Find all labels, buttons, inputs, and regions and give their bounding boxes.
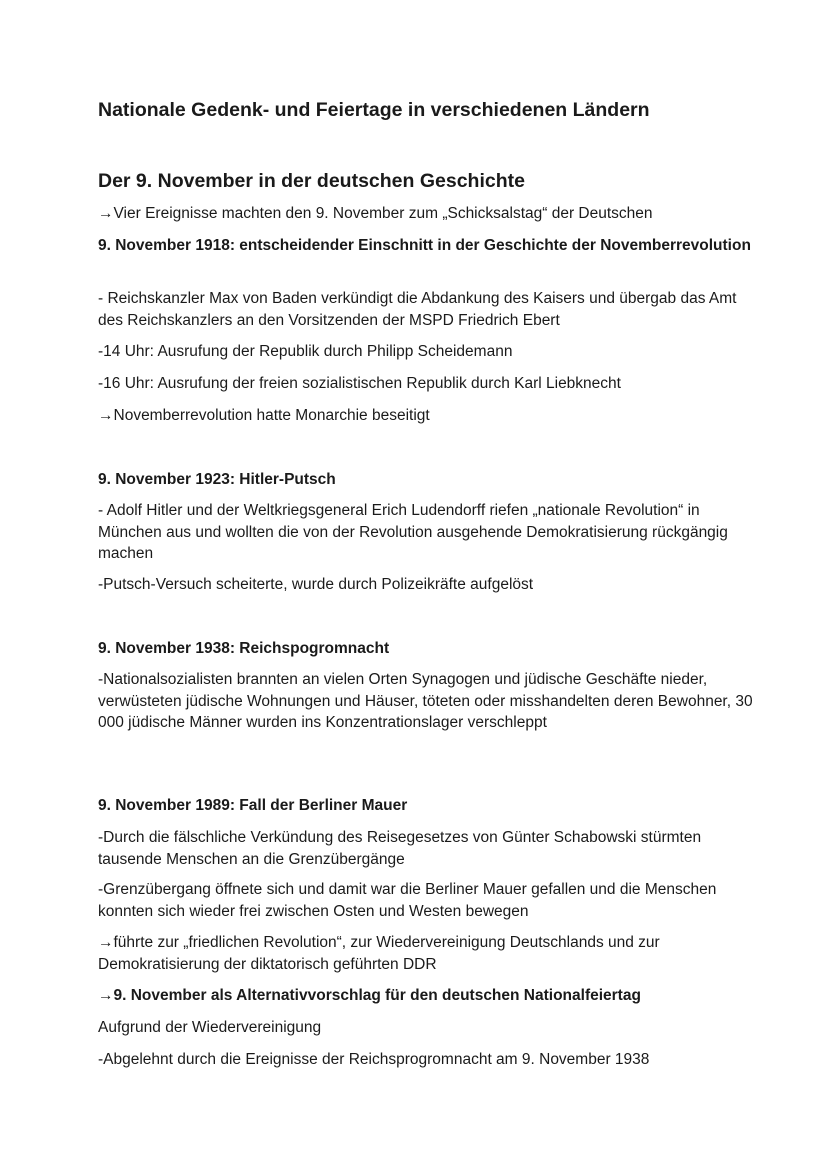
conclusion-point-1: Aufgrund der Wiedervereinigung [98,1019,322,1036]
document-title: Nationale Gedenk- und Feiertage in verschiedenen Ländern [98,99,650,121]
intro-text: →Vier Ereignisse machten den 9. November zum „Schicksalstag“ der Deutschen [98,205,653,222]
event-1938-point-1: -Nationalsozialisten brannten an vielen Orten Synagogen und jüdische Geschäfte nieder, verwüsteten jüdische Wohnungen und Häuser, töteten oder misshandelten deren Bewohner, 30 000 jüdische Männer wurden ins Konzentrationslager verschleppt [98,671,753,731]
event-heading-1938: 9. November 1938: Reichspogromnacht [98,640,390,657]
event-1918-point-4: →Novemberrevolution hatte Monarchie beseitigt [98,407,430,424]
event-1923-point-1: - Adolf Hitler und der Weltkriegsgeneral Erich Ludendorff riefen „nationale Revolution“ in München aus und wollten die von der Revolution ausgehende Demokratisierung rückgängig machen [98,502,728,562]
event-heading-1923: 9. November 1923: Hitler-Putsch [98,471,336,488]
event-heading-1989: 9. November 1989: Fall der Berliner Mauer [98,797,408,814]
event-1918-point-2: -14 Uhr: Ausrufung der Republik durch Philipp Scheidemann [98,343,513,360]
conclusion-heading: →9. November als Alternativvorschlag für den deutschen Nationalfeiertag [98,987,641,1004]
event-1918-point-1: - Reichskanzler Max von Baden verkündigt die Abdankung des Kaisers und übergab das Amt des Reichskanzlers an den Vorsitzenden der MSPD Friedrich Ebert [98,290,737,329]
event-1989-point-1: -Durch die fälschliche Verkündung des Reisegesetzes von Günter Schabowski stürmten tausende Menschen an die Grenzübergänge [98,829,702,868]
event-heading-1918: 9. November 1918: entscheidender Einschnitt in der Geschichte der Novemberrevolution [98,237,751,254]
event-1923-point-2: -Putsch-Versuch scheiterte, wurde durch Polizeikräfte aufgelöst [98,576,534,593]
event-1989-point-2: -Grenzübergang öffnete sich und damit war die Berliner Mauer gefallen und die Menschen konnten sich wieder frei zwischen Osten und Westen bewegen [98,881,717,920]
section-title: Der 9. November in der deutschen Geschichte [98,170,525,192]
conclusion-point-2: -Abgelehnt durch die Ereignisse der Reichsprogromnacht am 9. November 1938 [98,1051,650,1068]
event-1989-point-3: →führte zur „friedlichen Revolution“, zur Wiedervereinigung Deutschlands und zur Demokratisierung der diktatorisch geführten DDR [98,934,660,973]
event-1918-point-3: -16 Uhr: Ausrufung der freien sozialistischen Republik durch Karl Liebknecht [98,375,621,392]
